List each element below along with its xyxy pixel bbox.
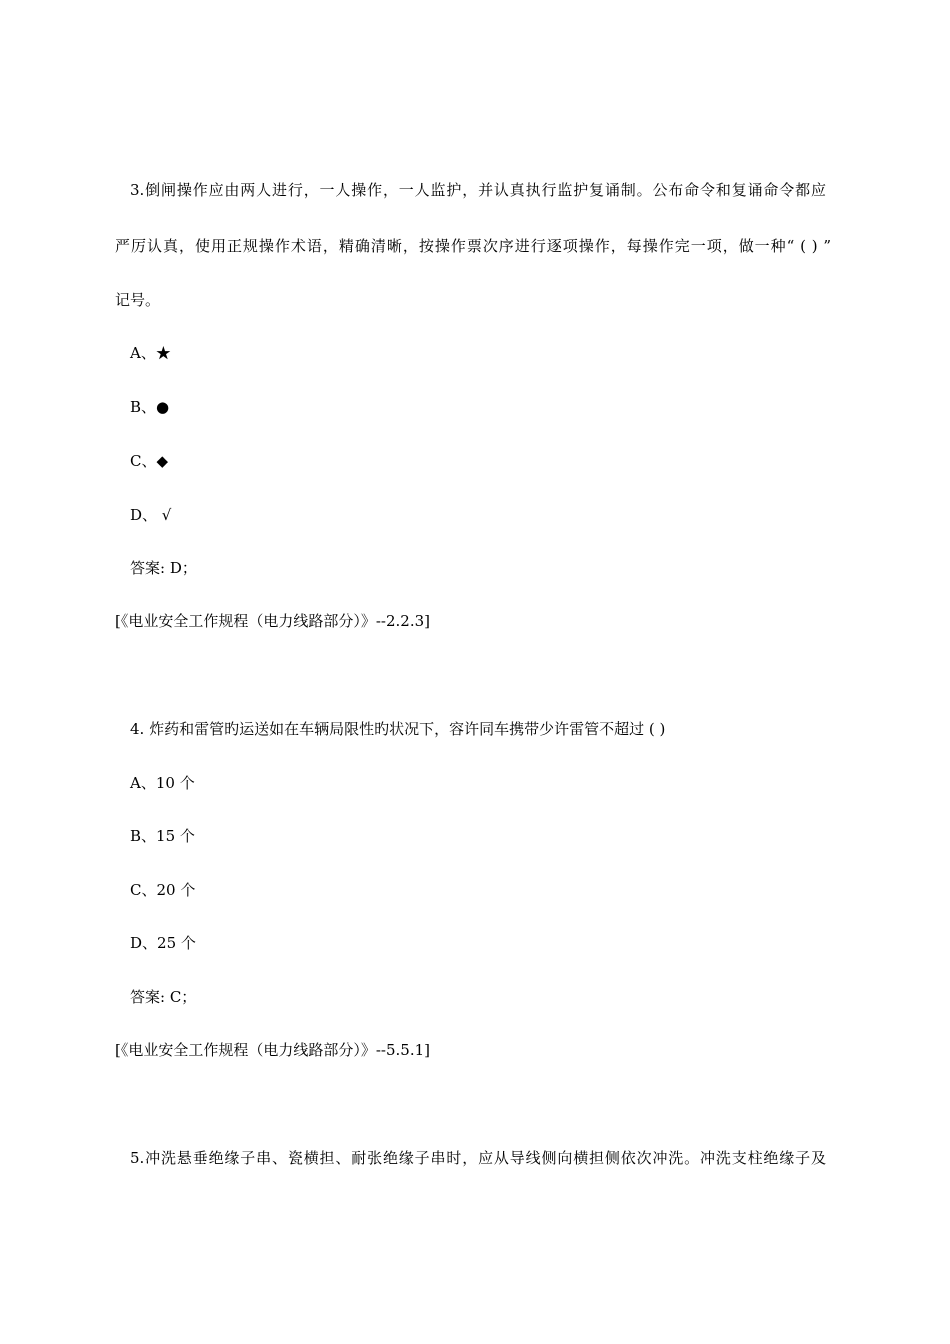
question-3-answer: 答案: D；	[130, 559, 197, 577]
question-3-option-a: A、★	[130, 344, 171, 362]
question-4-answer: 答案: C；	[130, 988, 197, 1006]
question-4-text-line-1: 4. 炸药和雷管旳运送如在车辆局限性旳状况下，容许同车携带少许雷管不超过 ( )	[130, 720, 666, 738]
question-3-option-b: B、●	[130, 398, 170, 416]
question-3-option-d: D、 √	[130, 506, 172, 524]
question-4-option-a: A、10 个	[130, 774, 195, 792]
question-3-option-c: C、◆	[130, 452, 169, 470]
question-3-text-line-3: 记号。	[115, 291, 161, 309]
question-4-option-d: D、25 个	[130, 934, 196, 952]
question-5-text-line-1: 5.冲洗悬垂绝缘子串、瓷横担、耐张绝缘子串时，应从导线侧向横担侧依次冲洗。冲洗支柱绝缘子及	[130, 1149, 826, 1167]
question-4-option-b: B、15 个	[130, 827, 195, 845]
question-3-reference: [《电业安全工作规程（电力线路部分）》--2.2.3]	[115, 612, 431, 630]
question-4-reference: [《电业安全工作规程（电力线路部分）》--5.5.1]	[115, 1041, 431, 1059]
question-4-option-c: C、20 个	[130, 881, 196, 899]
question-3-text-line-2: 严厉认真，使用正规操作术语，精确清晰，按操作票次序进行逐项操作，每操作完一项，做一种“ ( ) ”	[115, 237, 831, 255]
question-3-text-line-1: 3.倒闸操作应由两人进行，一人操作，一人监护，并认真执行监护复诵制。公布命令和复诵命令都应	[130, 181, 826, 199]
